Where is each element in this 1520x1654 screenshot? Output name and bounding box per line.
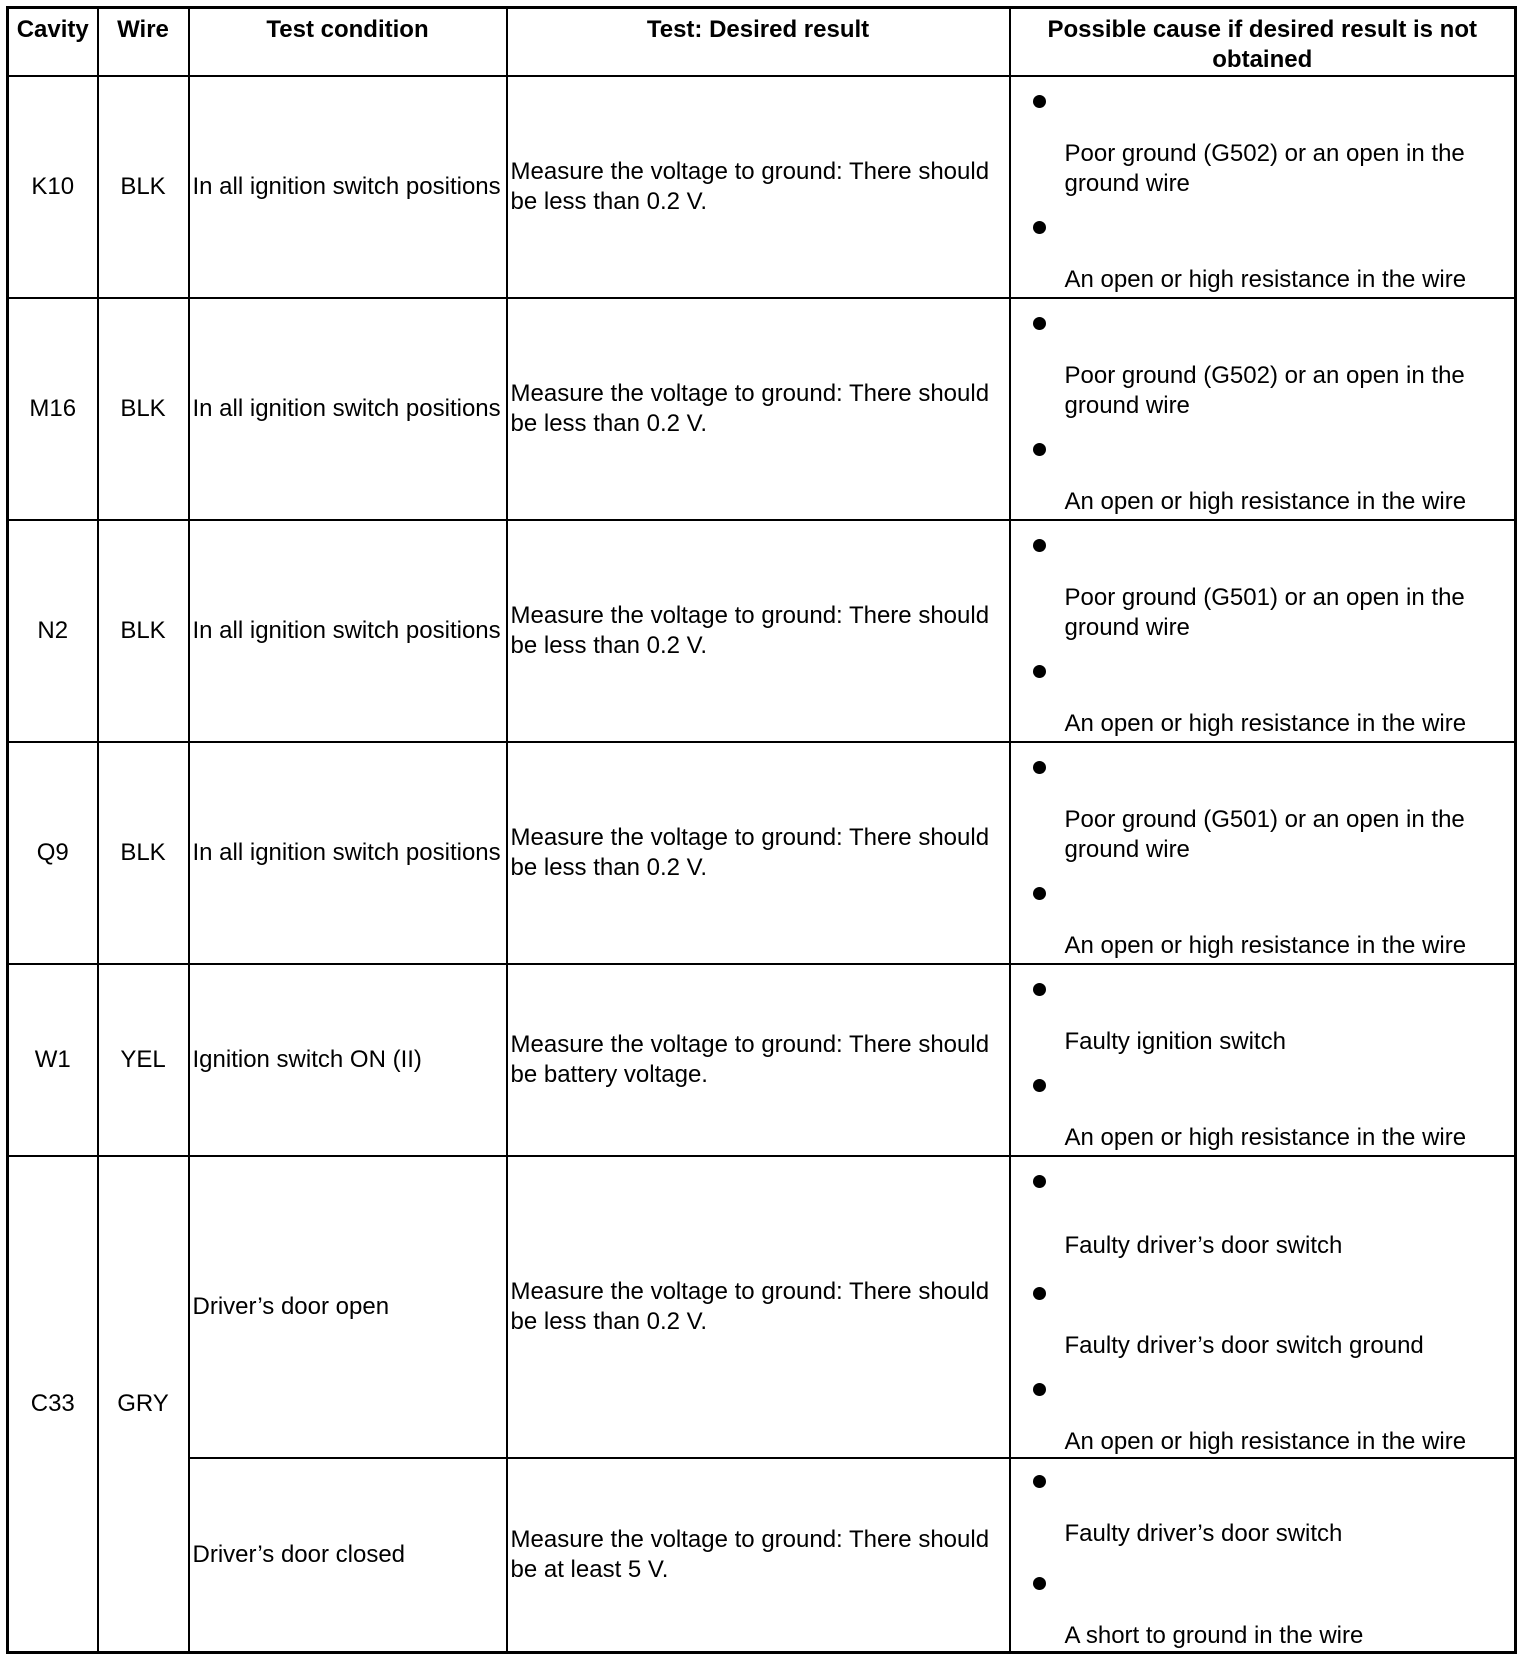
bullet-dot-icon [1033,887,1046,900]
cause-cell [1010,520,1516,742]
header-test-condition: Test condition [189,8,507,77]
cause-cell [1010,1458,1516,1653]
table-row [8,520,1516,742]
cavity-cell: Q9 [8,742,98,964]
result-cell: Measure the voltage to ground: There should be less than 0.2 V. [507,298,1010,520]
wire-cell: BLK [98,298,189,520]
header-wire: Wire [98,8,189,77]
cavity-cell: K10 [8,76,98,298]
result-cell: Measure the voltage to ground: There should be at least 5 V. [507,1458,1010,1653]
bullet [1011,1469,1515,1493]
wire-cell: BLK [98,742,189,964]
cause-text: Faulty driver’s door switch ground [1064,1332,1424,1359]
table-row [8,742,1516,964]
wire-cell: BLK [98,520,189,742]
cause-text: An open or high resistance in the wire [1064,488,1467,515]
bullet-dot-icon [1033,539,1046,552]
cause-text: Poor ground (G502) or an open in the ground wire [1064,362,1465,419]
bullet [1011,1571,1515,1595]
bullet-dot-icon [1033,665,1046,678]
result-cell: Measure the voltage to ground: There should be less than 0.2 V. [507,520,1010,742]
cause-cell [1010,742,1516,964]
table-row [8,964,1516,1156]
bullet [1011,1073,1515,1097]
bullet-dot-icon [1033,983,1046,996]
test-table-sheet [6,6,1517,1654]
cause-cell [1010,76,1516,298]
bullet-dot-icon [1033,1287,1046,1300]
result-cell: Measure the voltage to ground: There should be less than 0.2 V. [507,76,1010,298]
cavity-cell: C33 [8,1156,98,1653]
bullet [1011,311,1515,335]
condition-cell: Ignition switch ON (II) [189,964,507,1156]
cause-text: Poor ground (G501) or an open in the ground wire [1064,806,1465,863]
bullet-dot-icon [1033,443,1046,456]
bullet [1011,659,1515,683]
bullet-dot-icon [1033,95,1046,108]
cause-text: Poor ground (G502) or an open in the ground wire [1064,140,1465,197]
bullet [1011,1281,1515,1305]
bullet-dot-icon [1033,317,1046,330]
cause-text: Faulty driver’s door switch [1064,1520,1343,1547]
bullet-dot-icon [1033,1577,1046,1590]
result-cell: Measure the voltage to ground: There should be less than 0.2 V. [507,1156,1010,1458]
bullet [1011,1169,1515,1193]
cavity-cell: W1 [8,964,98,1156]
condition-cell: In all ignition switch positions [189,76,507,298]
bullet [1011,977,1515,1001]
cause-cell [1010,964,1516,1156]
table-row [8,298,1516,520]
header-possible-cause: Possible cause if desired result is not obtained [1010,8,1516,77]
result-cell: Measure the voltage to ground: There should be battery voltage. [507,964,1010,1156]
bullet [1011,1377,1515,1401]
cause-text: Faulty driver’s door switch [1064,1232,1343,1259]
cavity-cell: M16 [8,298,98,520]
cause-text: An open or high resistance in the wire [1064,266,1467,293]
cause-text: An open or high resistance in the wire [1064,932,1467,959]
wire-cell: YEL [98,964,189,1156]
connector-test-table [6,6,1517,1654]
cause-text: Faulty ignition switch [1064,1028,1286,1055]
condition-cell: In all ignition switch positions [189,298,507,520]
cause-text: A short to ground in the wire [1064,1622,1364,1649]
condition-cell: In all ignition switch positions [189,520,507,742]
cause-text: Poor ground (G501) or an open in the ground wire [1064,584,1465,641]
result-cell: Measure the voltage to ground: There should be less than 0.2 V. [507,742,1010,964]
header-desired-result: Test: Desired result [507,8,1010,77]
bullet-dot-icon [1033,761,1046,774]
bullet [1011,89,1515,113]
wire-cell: GRY [98,1156,189,1653]
wire-cell: BLK [98,76,189,298]
bullet [1011,755,1515,779]
bullet-dot-icon [1033,1383,1046,1396]
table-row [8,76,1516,298]
cause-text: An open or high resistance in the wire [1064,1428,1467,1455]
header-row [8,8,1516,77]
table-row [8,1458,1516,1653]
bullet [1011,215,1515,239]
bullet-dot-icon [1033,1175,1046,1188]
table-row [8,1156,1516,1458]
bullet [1011,881,1515,905]
bullet [1011,437,1515,461]
header-cavity: Cavity [8,8,98,77]
bullet-dot-icon [1033,1079,1046,1092]
condition-cell: Driver’s door open [189,1156,507,1458]
bullet [1011,533,1515,557]
cause-cell [1010,1156,1516,1458]
bullet-dot-icon [1033,1475,1046,1488]
cause-text: An open or high resistance in the wire [1064,710,1467,737]
condition-cell: In all ignition switch positions [189,742,507,964]
cause-cell [1010,298,1516,520]
cause-text: An open or high resistance in the wire [1064,1124,1467,1151]
bullet-dot-icon [1033,221,1046,234]
cavity-cell: N2 [8,520,98,742]
condition-cell: Driver’s door closed [189,1458,507,1653]
